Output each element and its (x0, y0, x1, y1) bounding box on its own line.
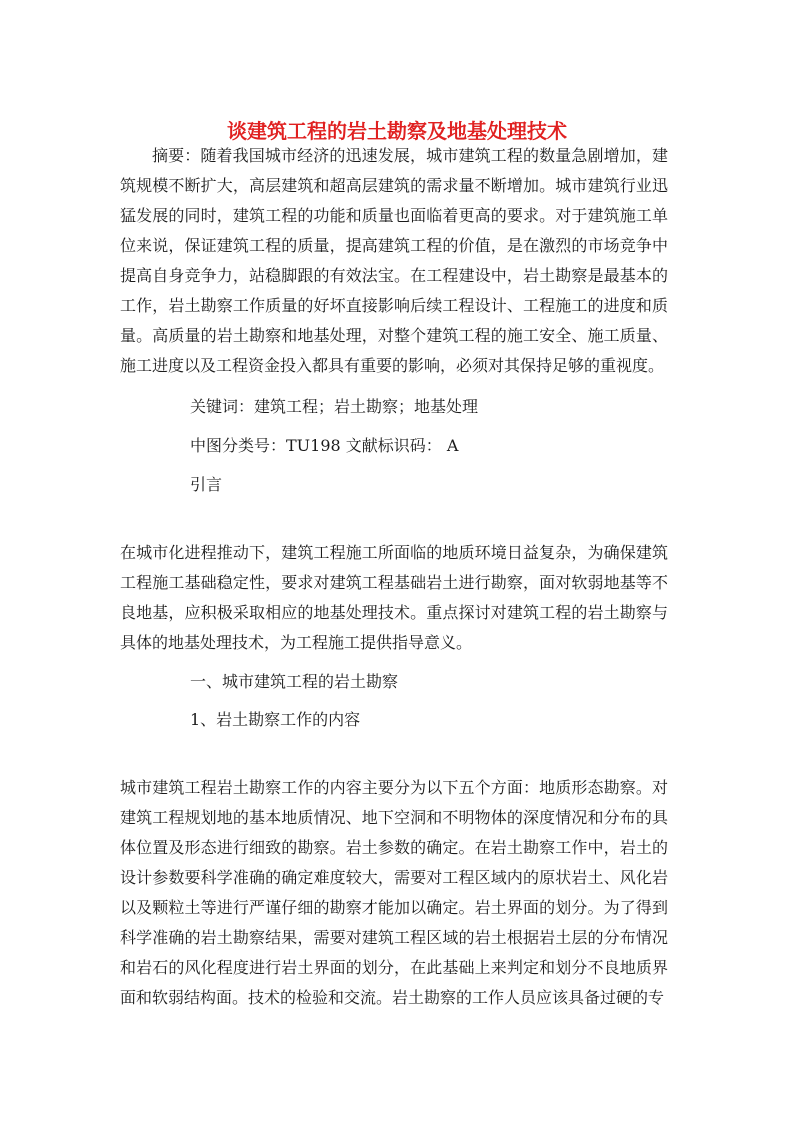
subsection-heading: 1、岩土勘察工作的内容 (190, 710, 361, 729)
classification-line: 中图分类号：TU198 文献标识码： A (190, 436, 459, 455)
section-heading: 一、城市建筑工程的岩土勘察 (190, 672, 399, 691)
intro-heading: 引言 (190, 475, 223, 494)
body-paragraph: 城市建筑工程岩土勘察工作的内容主要分为以下五个方面：地质形态勘察。对建筑工程规划地的基本地质情况、地下空洞和不明物体的深度情况和分布的具体位置及形态进行细致的勘察。岩土参数的确定。在岩土勘察工作中，岩土的设计参数要科学准确的确定难度较大，需要对工程区域内的原状岩土、风化岩以及颗粒土等进行严谨仔细的勘察才能加以确定。岩土界面的划分。为了得到科学准确的岩土勘察结果，需要对建筑工程区域的岩土根据岩土层的分布情况和岩石的风化程度进行岩土界面的划分，在此基础上来判定和划分不良地质界面和软弱结构面。技术的检验和交流。岩土勘察的工作人员应该具备过硬的专 (120, 778, 668, 1007)
intro-paragraph: 在城市化进程推动下，建筑工程施工所面临的地质环境日益复杂，为确保建筑工程施工基础稳定性，要求对建筑工程基础岩土进行勘察，面对软弱地基等不良地基，应积极采取相应的地基处理技术。重点探讨对建筑工程的岩土勘察与具体的地基处理技术，为工程施工提供指导意义。 (120, 543, 668, 652)
document-title: 谈建筑工程的岩土勘察及地基处理技术 (227, 119, 567, 144)
abstract-paragraph: 摘要：随着我国城市经济的迅速发展，城市建筑工程的数量急剧增加，建筑规模不断扩大，高层建筑和超高层建筑的需求量不断增加。城市建筑行业迅猛发展的同时，建筑工程的功能和质量也面临着更高的要求。对于建筑施工单位来说，保证建筑工程的质量，提高建筑工程的价值，是在激烈的市场竞争中提高自身竞争力，站稳脚跟的有效法宝。在工程建设中，岩土勘察是最基本的工作，岩土勘察工作质量的好坏直接影响后续工程设计、工程施工的进度和质量。高质量的岩土勘察和地基处理，对整个建筑工程的施工安全、施工质量、施工进度以及工程资金投入都具有重要的影响，必须对其保持足够的重视度。 (120, 146, 668, 375)
keywords-line: 关键词：建筑工程；岩土勘察；地基处理 (190, 397, 479, 416)
